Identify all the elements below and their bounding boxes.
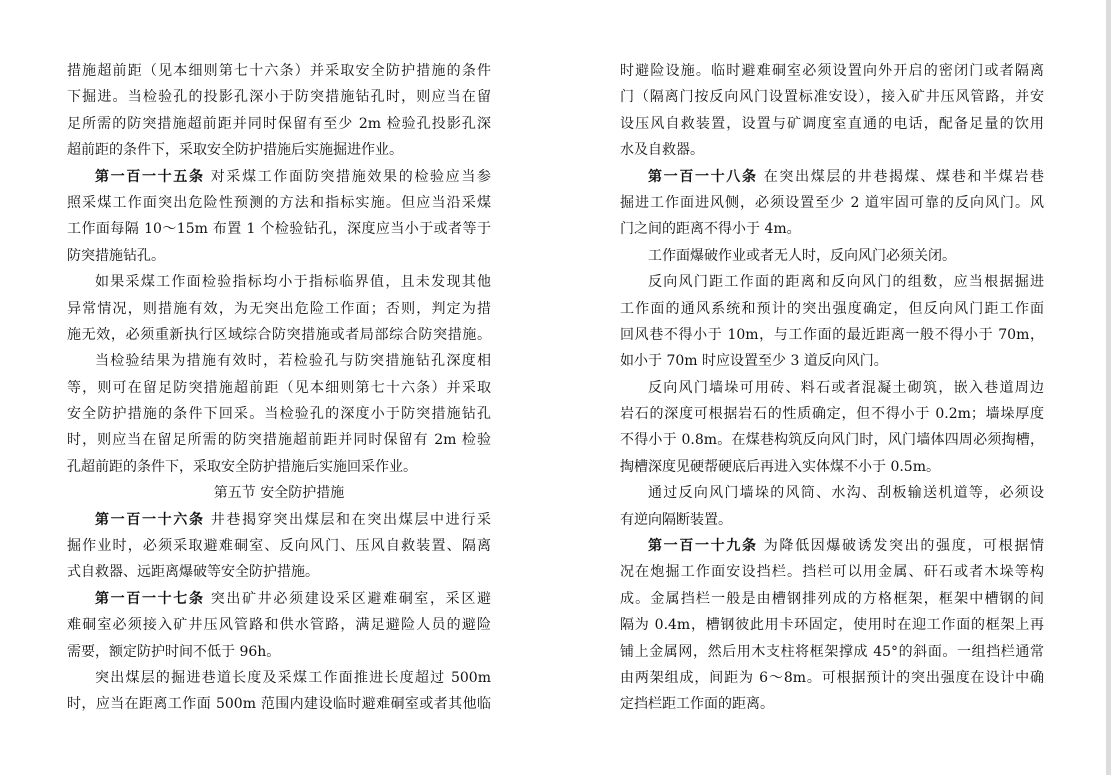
line-text: 设压风自救装置，设置与矿调度室直通的电话，配备足量的饮用 xyxy=(620,115,1044,132)
right-column-line xyxy=(620,137,1044,163)
right-column-line xyxy=(620,559,1044,585)
article-number: 第一百一十六条 xyxy=(95,511,205,528)
line-text: 异常情况，则措施有效，为无突出危险工作面；否则，判定为措 xyxy=(67,300,491,317)
right-column-line xyxy=(620,639,1044,665)
line-text: 孔超前距的条件下，采取安全防护措施后实施回采作业。 xyxy=(67,458,417,475)
line-text: 照采煤工作面突出危险性预测的方法和指标实施。但应当沿采煤 xyxy=(67,194,491,211)
right-column-line xyxy=(620,427,1044,453)
line-text: 对采煤工作面防突措施效果的检验应当参 xyxy=(204,168,491,185)
article-number: 第一百一十七条 xyxy=(95,590,205,607)
right-column-line xyxy=(620,691,1044,717)
left-column-line xyxy=(67,296,491,322)
line-text: 式自救器、远距离爆破等安全防护措施。 xyxy=(67,564,319,581)
line-text: 为降低因爆破诱发突出的强度，可根据情 xyxy=(757,538,1044,555)
right-column-line xyxy=(620,322,1044,348)
right-column-line xyxy=(620,507,1044,533)
line-text: 超前距的条件下，采取安全防护措施后实施掘进作业。 xyxy=(67,142,403,159)
right-column-line xyxy=(620,348,1044,374)
left-column-line xyxy=(67,111,491,137)
line-text: 突出煤层的掘进巷道长度及采煤工作面推进长度超过 500m xyxy=(95,669,491,686)
line-text: 定挡栏距工作面的距离。 xyxy=(620,696,774,713)
line-text: 时避险设施。临时避难硐室必须设置向外开启的密闭门或者隔离 xyxy=(620,63,1044,79)
line-text: 需要，额定防护时间不低于 96h。 xyxy=(67,643,281,660)
right-column-line xyxy=(620,480,1044,506)
right-column-line xyxy=(620,84,1044,110)
line-text: 时，则应当在留足所需的防突措施超前距并同时保留有 2m 检验 xyxy=(67,432,491,449)
right-text-column xyxy=(620,58,1044,718)
right-column-line xyxy=(620,296,1044,322)
line-text: 有逆向隔断装置。 xyxy=(620,511,732,528)
left-column-line xyxy=(67,164,491,190)
right-column-line xyxy=(620,665,1044,691)
line-text: 防突措施钻孔。 xyxy=(67,247,165,264)
section-heading xyxy=(67,480,491,506)
line-text: 工作面爆破作业或者无人时，反向风门必须关闭。 xyxy=(648,247,956,264)
left-text-column xyxy=(67,58,491,718)
left-column-line xyxy=(67,401,491,427)
article-number: 第一百一十八条 xyxy=(648,168,758,185)
right-column-line xyxy=(620,216,1044,242)
line-text: 难硐室必须接入矿井压风管路和供水管路，满足避险人员的避险 xyxy=(67,617,491,634)
left-column-line xyxy=(67,612,491,638)
line-text: 突出矿井必须建设采区避难硐室，采区避 xyxy=(204,590,491,607)
left-column-line xyxy=(67,216,491,242)
left-column-line xyxy=(67,375,491,401)
left-column-line xyxy=(67,586,491,612)
line-text: 门（隔离门按反向风门设置标准安设），接入矿井压风管路，并安 xyxy=(620,89,1044,106)
left-column-line xyxy=(67,533,491,559)
line-text: 下掘进。当检验孔的投影孔深小于防突措施钻孔时，则应当在留 xyxy=(67,89,491,106)
right-column-line xyxy=(620,401,1044,427)
line-text: 工作面的通风系统和预计的突出强度确定，但反向风门距工作面 xyxy=(620,300,1044,317)
line-text: 时，应当在距离工作面 500m 范围内建设临时避难硐室或者其他临 xyxy=(67,696,491,713)
left-column-line xyxy=(67,507,491,533)
right-column-line xyxy=(620,533,1044,559)
line-text: 足所需的防突措施超前距并同时保留有至少 2m 检验孔投影孔深 xyxy=(67,115,491,132)
line-text: 门之间的距离不得小于 4m。 xyxy=(620,221,801,238)
left-column-line xyxy=(67,348,491,374)
line-text: 反向风门墙垛可用砖、料石或者混凝土砌筑，嵌入巷道周边 xyxy=(648,379,1044,396)
left-column-line xyxy=(67,639,491,665)
line-text: 井巷揭穿突出煤层和在突出煤层中进行采 xyxy=(204,511,491,528)
right-column-line xyxy=(620,111,1044,137)
right-column-line xyxy=(620,190,1044,216)
left-column-line xyxy=(67,58,491,84)
left-column-line xyxy=(67,84,491,110)
left-column-line xyxy=(67,427,491,453)
line-text: 等，则可在留足防突措施超前距（见本细则第七十六条）并采取 xyxy=(67,379,491,396)
right-column-line xyxy=(620,586,1044,612)
page-edge-divider xyxy=(1106,0,1111,775)
line-text: 安全防护措施的条件下回采。当检验孔的深度小于防突措施钻孔 xyxy=(67,406,491,423)
article-number: 第一百一十五条 xyxy=(95,168,205,185)
right-column-line xyxy=(620,243,1044,269)
line-text: 掘作业时，必须采取避难硐室、反向风门、压风自救装置、隔离 xyxy=(67,538,491,555)
left-column-line xyxy=(67,665,491,691)
line-text: 措施超前距（见本细则第七十六条）并采取安全防护措施的条件 xyxy=(67,63,491,79)
line-text: 由两架组成，间距为 6～8m。可根据预计的突出强度在设计中确 xyxy=(620,669,1044,686)
left-column-line xyxy=(67,137,491,163)
line-text: 隔为 0.4m，槽钢彼此用卡环固定，使用时在迎工作面的框架上再 xyxy=(620,617,1044,634)
left-column-line xyxy=(67,243,491,269)
line-text: 不得小于 0.8m。在煤巷构筑反向风门时，风门墙体四周必须掏槽， xyxy=(620,432,1044,449)
line-text: 在突出煤层的井巷揭煤、煤巷和半煤岩巷 xyxy=(757,168,1044,185)
line-text: 施无效，必须重新执行区域综合防突措施或者局部综合防突措施。 xyxy=(67,326,491,343)
left-column-line xyxy=(67,322,491,348)
right-column-line xyxy=(620,58,1044,84)
left-column-line xyxy=(67,190,491,216)
line-text: 反向风门距工作面的距离和反向风门的组数，应当根据掘进 xyxy=(648,274,1044,291)
right-column-line xyxy=(620,164,1044,190)
left-column-line xyxy=(67,691,491,717)
right-column-line xyxy=(620,375,1044,401)
line-text: 当检验结果为措施有效时，若检验孔与防突措施钻孔深度相 xyxy=(95,353,491,370)
line-text: 如果采煤工作面检验指标均小于指标临界值，且未发现其他 xyxy=(95,274,491,291)
line-text: 如小于 70m 时应设置至少 3 道反向风门。 xyxy=(620,353,888,370)
left-column-line xyxy=(67,559,491,585)
right-column-line xyxy=(620,454,1044,480)
line-text: 况在炮掘工作面安设挡栏。挡栏可以用金属、矸石或者木垛等构 xyxy=(620,564,1044,581)
left-column-line xyxy=(67,269,491,295)
line-text: 铺上金属网，然后用木支柱将框架撑成 45°的斜面。一组挡栏通常 xyxy=(620,643,1044,660)
right-column-line xyxy=(620,612,1044,638)
right-column-line xyxy=(620,269,1044,295)
line-text: 掘进工作面进风侧，必须设置至少 2 道牢固可靠的反向风门。风 xyxy=(620,194,1044,211)
line-text: 通过反向风门墙垛的风筒、水沟、刮板输送机道等，必须设 xyxy=(648,485,1044,502)
line-text: 第五节 安全防护措施 xyxy=(213,485,345,502)
line-text: 回风巷不得小于 10m，与工作面的最近距离一般不得小于 70m， xyxy=(620,326,1044,343)
line-text: 掏槽深度见硬帮硬底后再进入实体煤不小于 0.5m。 xyxy=(620,458,940,475)
line-text: 水及自救器。 xyxy=(620,142,704,159)
article-number: 第一百一十九条 xyxy=(648,538,758,555)
line-text: 成。金属挡栏一般是由槽钢排列成的方格框架，框架中槽钢的间 xyxy=(620,590,1044,607)
left-column-line xyxy=(67,454,491,480)
line-text: 岩石的深度可根据岩石的性质确定，但不得小于 0.2m；墙垛厚度 xyxy=(620,406,1044,423)
line-text: 工作面每隔 10～15m 布置 1 个检验钻孔，深度应当小于或者等于 xyxy=(67,221,491,238)
